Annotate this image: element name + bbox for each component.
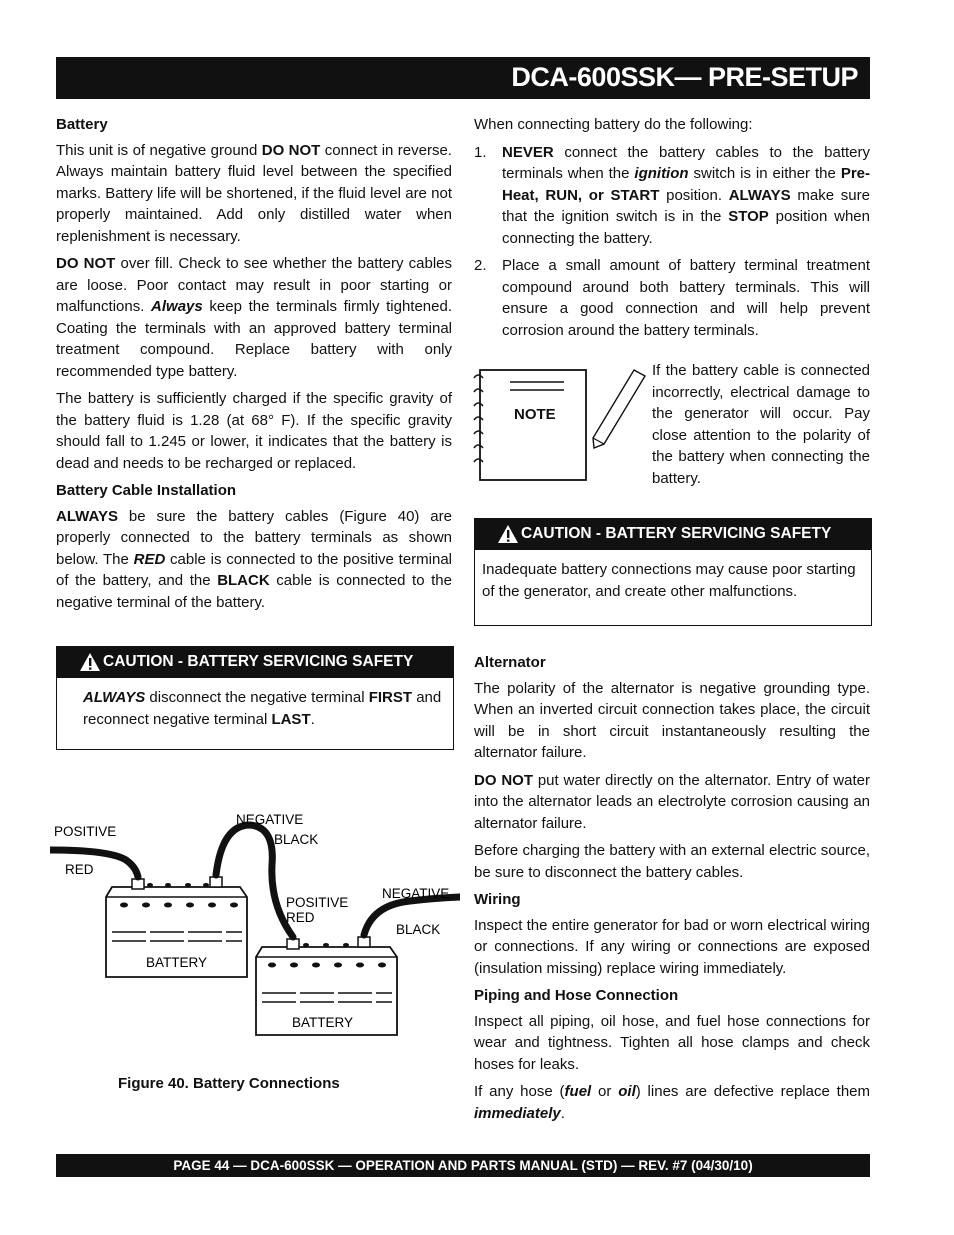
battery-connections-figure	[50, 805, 460, 1045]
right-column-bottom	[474, 652, 870, 1130]
caution-body: Inadequate battery connections may cause poor starting of the generator, and create other malfunctions.	[482, 561, 856, 600]
warning-triangle-icon	[79, 652, 101, 672]
battery-paragraph-1: This unit is of negative ground DO NOT connect in reverse. Always maintain battery fluid level between the specified marks. Battery life will be shortened, if the fluid level are not properly maintained. Add only distilled water when replenishment is necessary.	[56, 141, 452, 245]
page-header-bar	[56, 57, 870, 99]
label-battery-2: BATTERY	[292, 1015, 354, 1030]
alternator-paragraph-1: The polarity of the alternator is negative grounding type. When an inverted circuit connection takes place, the circuit will be in short circuit instantaneously resulting the alternator failure.	[474, 679, 870, 761]
label-negative-1: NEGATIVE	[236, 812, 304, 827]
label-battery-1: BATTERY	[146, 955, 208, 970]
label-black-2: BLACK	[396, 922, 441, 937]
red-cable-battery-1	[50, 850, 138, 877]
label-positive-2: POSITIVE	[286, 895, 349, 910]
right-column-top	[474, 114, 870, 347]
wiring-paragraph: Inspect the entire generator for bad or worn electrical wiring or connections. If any wiring or connections are exposed (insulation missing) replace wiring immediately.	[474, 916, 870, 977]
caution-title: CAUTION - BATTERY SERVICING SAFETY	[521, 525, 832, 542]
label-black-1: BLACK	[274, 832, 319, 847]
note-label: NOTE	[514, 406, 556, 423]
caution-box-disconnect	[56, 646, 454, 750]
cable-installation-paragraph: ALWAYS be sure the battery cables (Figure 40) are properly connected to the battery terminals as shown below. The RED cable is connected to the positive terminal of the battery, and the BLACK cable is connected to the negative terminal of the battery.	[56, 507, 452, 611]
cable-installation-heading: Battery Cable Installation	[56, 482, 237, 499]
list-item: 1. NEVER connect the battery cables to the battery terminals when the ignition switch is in either the Pre-Heat, RUN, or START position. ALWAYS make sure that the ignition switch is in the STOP position when connecting the battery.	[474, 143, 870, 247]
alternator-paragraph-2: DO NOT put water directly on the alternator. Entry of water into the alternator leads an electrolyte corrosion causing an alternator failure.	[474, 771, 870, 832]
alternator-heading: Alternator	[474, 654, 546, 671]
caution-body: ALWAYS disconnect the negative terminal FIRST and reconnect negative terminal LAST.	[83, 689, 442, 728]
battery-paragraph-2: DO NOT over fill. Check to see whether the battery cables are loose. Poor contact may result in poor starting or malfunctions. Always keep the terminals firmly tightened. Coating the terminals with an approved battery terminal treatment compound. Replace battery with only recommended type battery.	[56, 255, 453, 380]
connection-steps-list	[474, 142, 870, 342]
piping-paragraph-1: Inspect all piping, oil hose, and fuel hose connections for wear and tightness. Tighten all hose clamps and check hoses for leaks.	[474, 1012, 870, 1073]
battery-heading: Battery	[56, 116, 108, 133]
label-positive-1: POSITIVE	[54, 824, 117, 839]
caution-title-bar	[475, 519, 871, 550]
label-red-1: RED	[65, 862, 94, 877]
label-negative-2: NEGATIVE	[382, 886, 450, 901]
wiring-heading: Wiring	[474, 891, 521, 908]
note-text: If the battery cable is connected incorrectly, electrical damage to the generator will occur. Pay close attention to the polarity of the battery when connecting the battery.	[652, 362, 870, 487]
list-item: 2. Place a small amount of battery terminal treatment compound around both battery terminals. This will ensure a good connection and will help prevent corrosion around the battery terminals.	[474, 257, 870, 339]
figure-caption: Figure 40. Battery Connections	[118, 1075, 340, 1092]
notepad-pencil-icon	[470, 360, 650, 490]
left-column	[56, 114, 452, 619]
label-red-2: RED	[286, 910, 315, 925]
piping-heading: Piping and Hose Connection	[474, 987, 679, 1004]
page-title: DCA-600SSK— PRE-SETUP	[511, 62, 858, 92]
warning-triangle-icon	[497, 524, 519, 544]
battery-paragraph-3: The battery is sufficiently charged if the specific gravity of the battery fluid is 1.28 (at 68° F). If the specific gravity should fall to 1.245 or lower, it indicates that the battery is dead and needs to be recharged or replaced.	[56, 390, 452, 472]
piping-paragraph-2: If any hose (fuel or oil) lines are defective replace them immediately.	[474, 1083, 870, 1122]
page-footer: PAGE 44 — DCA-600SSK — OPERATION AND PARTS MANUAL (STD) — REV. #7 (04/30/10)	[56, 1154, 870, 1177]
note-graphic	[470, 360, 650, 490]
caution-title-bar	[57, 647, 453, 678]
caution-box-connections	[474, 518, 872, 626]
connecting-intro: When connecting battery do the following:	[474, 116, 753, 133]
alternator-paragraph-3: Before charging the battery with an external electric source, be sure to disconnect the battery cables.	[474, 842, 870, 881]
caution-title: CAUTION - BATTERY SERVICING SAFETY	[103, 653, 414, 670]
